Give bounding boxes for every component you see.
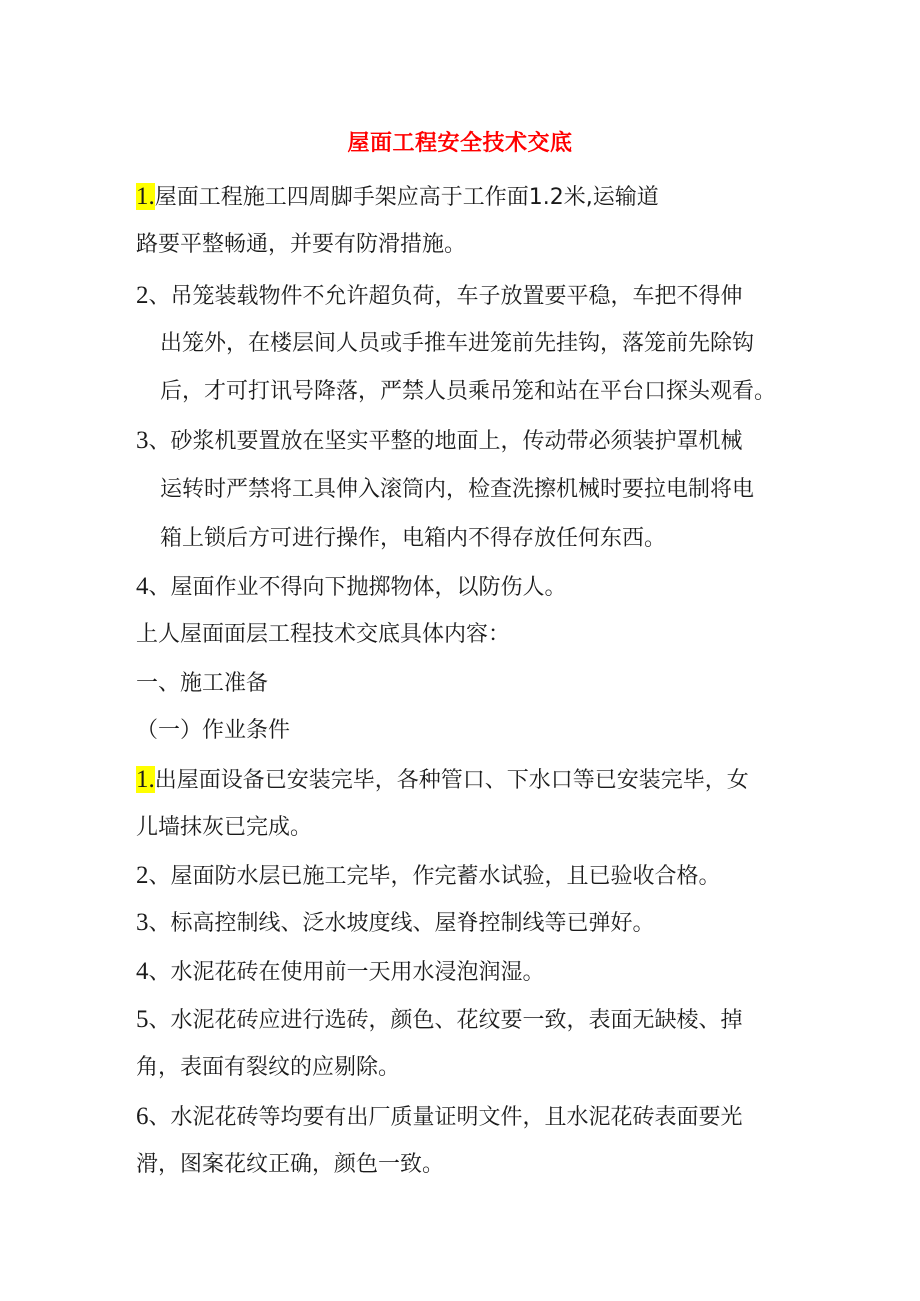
paragraph-line bbox=[136, 182, 659, 213]
section-heading bbox=[136, 669, 268, 699]
paragraph-line bbox=[136, 620, 510, 650]
paragraph-line bbox=[136, 230, 466, 260]
item-number: 4 bbox=[136, 958, 149, 985]
item-number: 3 bbox=[136, 427, 149, 454]
item-number: 3 bbox=[136, 909, 149, 936]
line-text: 、水泥花砖等均要有出厂质量证明文件，且水泥花砖表面要光 bbox=[148, 1105, 743, 1130]
paragraph-line bbox=[160, 475, 754, 505]
document-title: 屋面工程安全技术交底 bbox=[347, 131, 573, 156]
subsection-heading bbox=[136, 716, 290, 746]
line-text: 后，才可打讯号降落，严禁人员乘吊笼和站在平台口探头观看。 bbox=[160, 379, 777, 404]
line-text: 出屋面设备已安装完毕，各种管口、下水口等已安装完毕，女 bbox=[154, 768, 749, 793]
line-text: 、屋面作业不得向下抛掷物体，以防伤人。 bbox=[148, 575, 567, 600]
item-number: 2 bbox=[136, 862, 149, 889]
line-text: 、屋面防水层已施工完毕，作完蓄水试验，且已验收合格。 bbox=[148, 864, 721, 889]
paragraph-line bbox=[136, 281, 743, 312]
paragraph-line bbox=[136, 572, 567, 603]
paragraph-line bbox=[160, 377, 776, 407]
paragraph-line bbox=[136, 1005, 743, 1036]
line-text: 出笼外，在楼层间人员或手推车进笼前先挂钩，落笼前先除钩 bbox=[160, 331, 755, 356]
paragraph-line bbox=[160, 524, 666, 554]
paragraph-line bbox=[136, 1053, 400, 1083]
item-number: 6 bbox=[136, 1103, 149, 1130]
line-text: 、标高控制线、泛水坡度线、屋脊控制线等已弹好。 bbox=[148, 911, 655, 936]
paragraph-line bbox=[160, 329, 754, 359]
line-text: 儿墙抹灰已完成。 bbox=[136, 815, 313, 840]
paragraph-line bbox=[136, 813, 312, 843]
line-text: 路要平整畅通，并要有防滑措施。 bbox=[136, 232, 467, 257]
line-text: 、水泥花砖在使用前一天用水浸泡润湿。 bbox=[148, 960, 545, 985]
line-text: 滑，图案花纹正确，颜色一致。 bbox=[136, 1152, 445, 1177]
line-text: （一）作业条件 bbox=[136, 718, 291, 743]
paragraph-line bbox=[136, 1150, 444, 1180]
line-text: 一、施工准备 bbox=[136, 671, 269, 696]
item-number: 2 bbox=[136, 282, 149, 309]
line-text: 屋面工程施工四周脚手架应高于工作面1.2米,运输道 bbox=[154, 185, 659, 210]
item-number: 5 bbox=[136, 1006, 149, 1033]
paragraph-line bbox=[136, 1102, 743, 1133]
line-text: 运转时严禁将工具伸入滚筒内，检查洗擦机械时要拉电制将电 bbox=[160, 477, 755, 502]
line-text: 、吊笼装载物件不允许超负荷，车子放置要平稳，车把不得伸 bbox=[148, 284, 743, 309]
line-text: 、水泥花砖应进行选砖，颜色、花纹要一致，表面无缺棱、掉 bbox=[148, 1008, 743, 1033]
paragraph-line bbox=[136, 426, 743, 457]
line-text: 、砂浆机要置放在坚实平整的地面上，传动带必须装护罩机械 bbox=[148, 429, 743, 454]
paragraph-line bbox=[136, 861, 721, 892]
item-number-highlighted: 1. bbox=[136, 183, 155, 210]
line-text: 角，表面有裂纹的应剔除。 bbox=[136, 1055, 401, 1080]
item-number: 4 bbox=[136, 573, 149, 600]
line-text: 上人屋面面层工程技术交底具体内容： bbox=[136, 622, 511, 647]
paragraph-line bbox=[136, 908, 655, 939]
item-number-highlighted: 1. bbox=[136, 766, 155, 793]
paragraph-line bbox=[136, 765, 749, 796]
paragraph-line bbox=[136, 957, 545, 988]
line-text: 箱上锁后方可进行操作，电箱内不得存放任何东西。 bbox=[160, 526, 667, 551]
